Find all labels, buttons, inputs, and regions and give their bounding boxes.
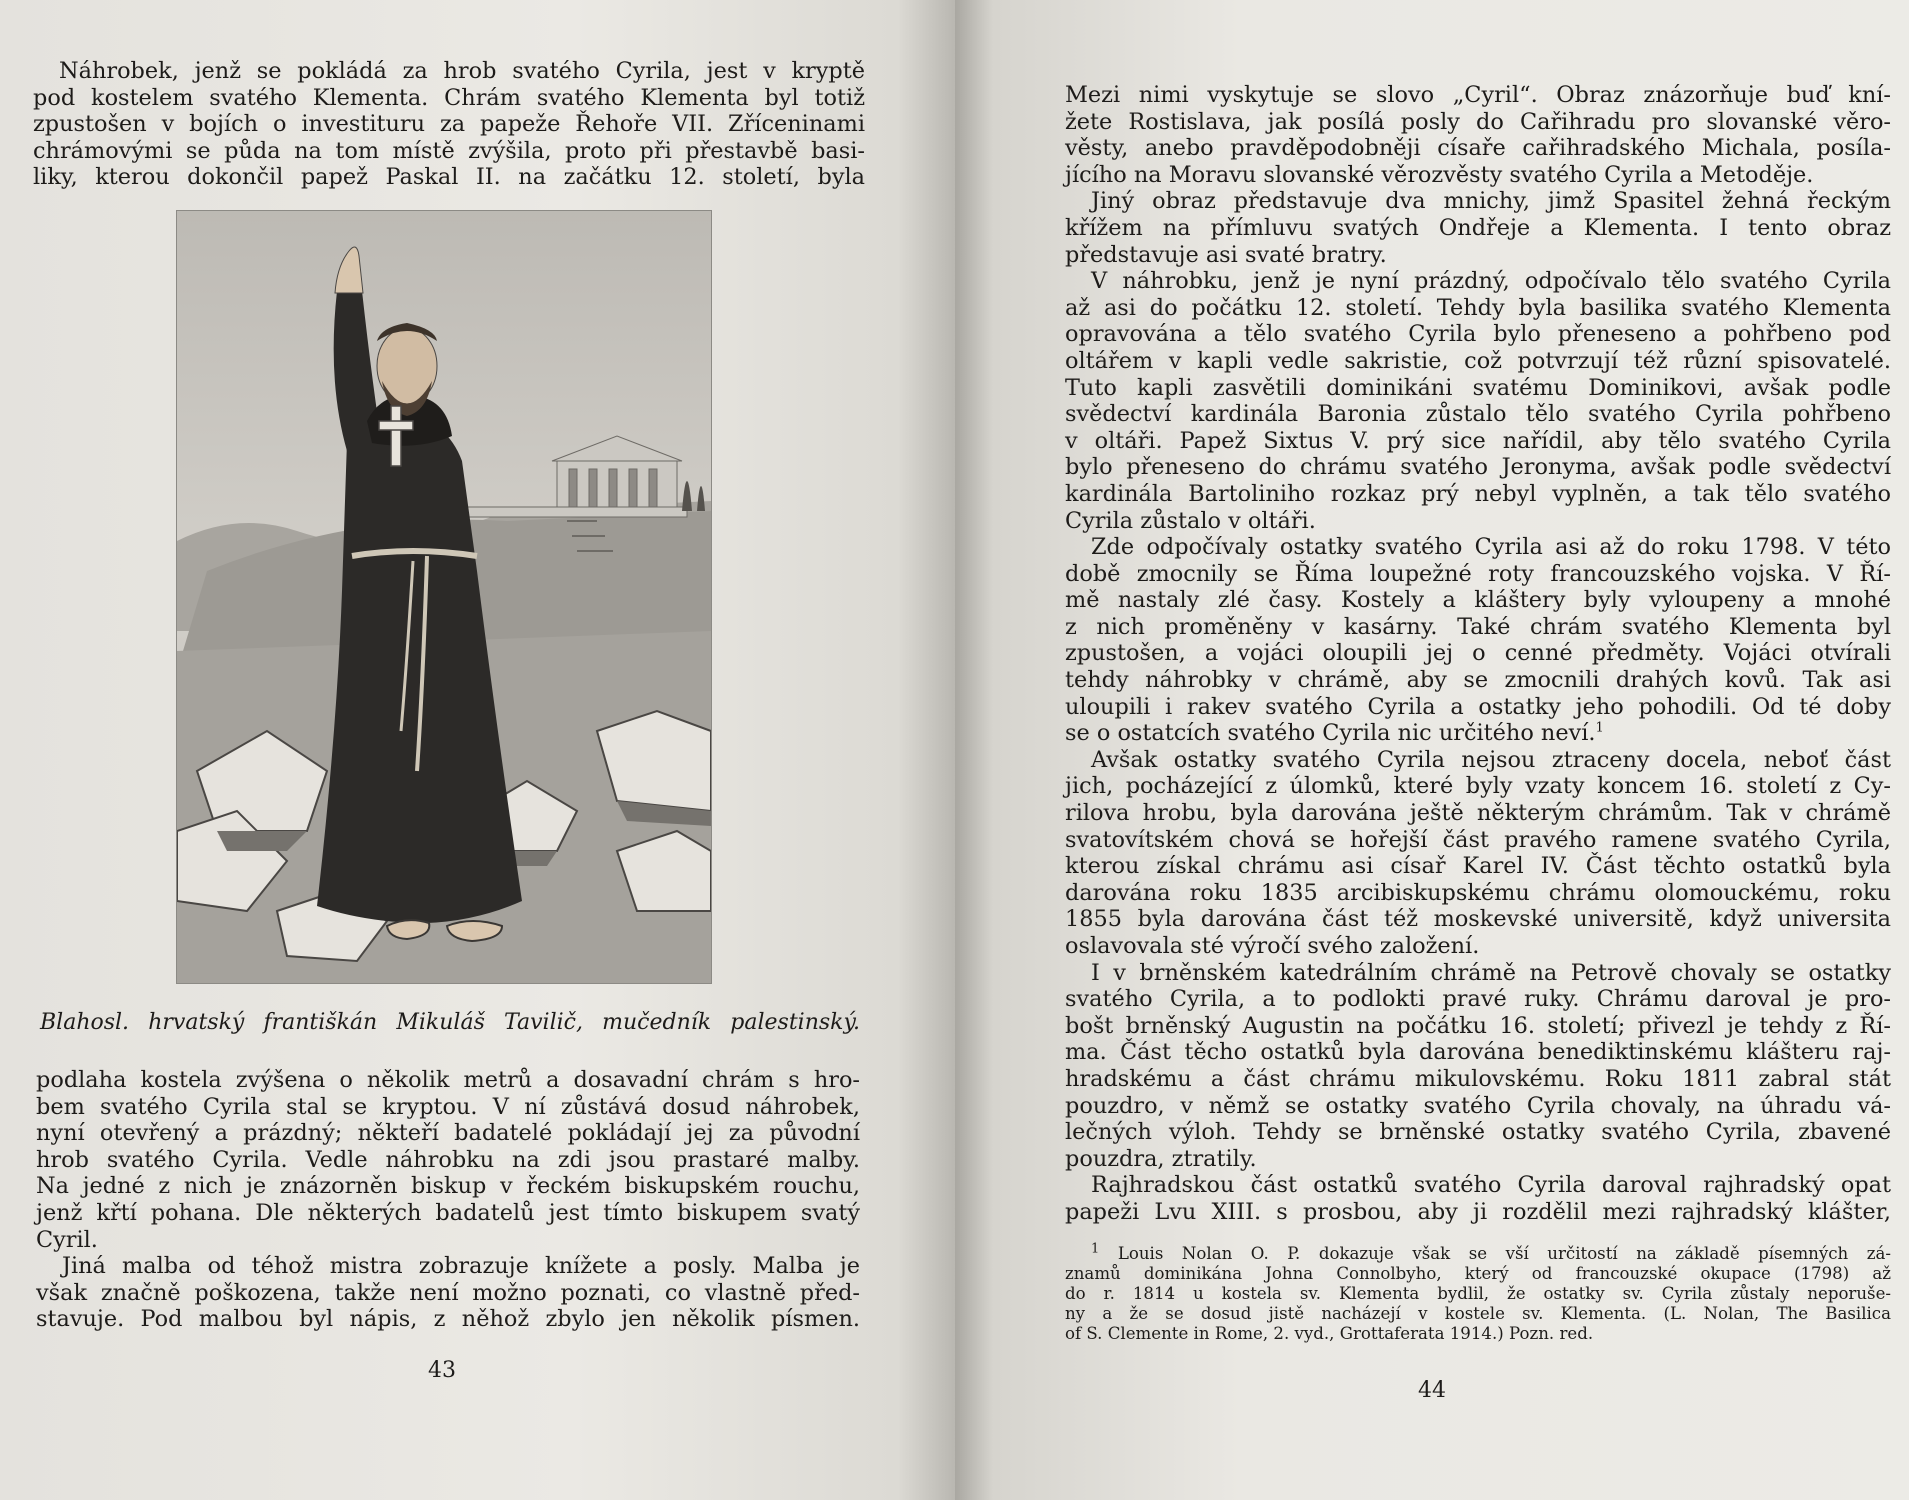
- footnote-line: do r. 1814 u kostela sv. Klementa bydlil, že ostatky sv. Cyrila zůstaly neporuše-: [1065, 1284, 1891, 1303]
- text-line: Cyril.: [36, 1226, 98, 1253]
- text-line: Cyrila zůstalo v oltáři.: [1065, 507, 1316, 534]
- text-line: Tuto kapli zasvětili dominikáni svatému Dominikovi, avšak podle: [1065, 374, 1891, 401]
- text-line: žete Rostislava, jak posílá posly do Cařihradu pro slovanské věro-: [1065, 108, 1891, 135]
- friar-painting-image: [177, 211, 711, 983]
- text-line: svatého Cyrila, a to podlokti pravé ruky. Chrámu daroval je pro-: [1065, 986, 1891, 1013]
- text-line: době zmocnily se Říma loupežné roty francouzského vojska. V Ří-: [1065, 560, 1891, 587]
- text-line: podlaha kostela zvýšena o několik metrů a dosavadní chrám s hro-: [36, 1067, 860, 1093]
- footnote-line: ny a že se dosud jistě nacházejí v kostele sv. Klementa. (L. Nolan, The Basilica: [1065, 1304, 1891, 1323]
- text-line: však značně poškozena, takže není možno poznati, co vlastně před-: [36, 1279, 860, 1306]
- text-line: papeži Lvu XIII. s prosbou, aby ji rozdělil mezi rajhradský klášter,: [1065, 1198, 1891, 1225]
- footnote-marker: 1: [1091, 1241, 1100, 1257]
- text-line: představuje asi svaté bratry.: [1065, 241, 1387, 268]
- text-line: liky, kterou dokončil papež Paskal II. na začátku 12. století, byla: [33, 164, 865, 191]
- footnote-reference[interactable]: 1: [1595, 720, 1604, 736]
- text-line: rilova hrobu, byla darována ještě některým chrámům. Tak v chrámě: [1065, 800, 1891, 827]
- text-line: svatovítském chová se hořejší část pravého ramene svatého Cyrila,: [1065, 826, 1891, 853]
- text-line: věsty, anebo pravděpodobněji císaře cařihradského Michala, posíla-: [1065, 135, 1891, 162]
- page-number: 44: [1418, 1378, 1446, 1403]
- text-line: I v brněnském katedrálním chrámě na Petrově chovaly se ostatky: [1091, 959, 1891, 986]
- text-line: Jiný obraz představuje dva mnichy, jimž Spasitel žehná řeckým: [1091, 188, 1891, 215]
- text-line: pouzdra, ztratily.: [1065, 1145, 1257, 1172]
- text-line: až asi do počátku 12. století. Tehdy byla basilika svatého Klementa: [1065, 294, 1891, 321]
- text-line: jich, pocházející z úlomků, které byly vzaty koncem 16. století z Cy-: [1065, 773, 1891, 800]
- text-line: bylo přeneseno do chrámu svatého Jeronyma, avšak podle svědectví: [1065, 454, 1891, 481]
- text-line: pod kostelem svatého Klementa. Chrám svatého Klementa byl totiž: [33, 84, 865, 111]
- text-line: ma. Část těcho ostatků byla darována benediktinskému klášteru raj-: [1065, 1039, 1891, 1066]
- text-line: oltářem v kapli vedle sakristie, což potvrzují též různí spisovatelé.: [1065, 347, 1891, 374]
- text-line: tehdy náhrobky v chrámě, aby se zmocnili drahých kovů. Tak asi: [1065, 667, 1891, 694]
- text-line: Zde odpočívaly ostatky svatého Cyrila asi až do roku 1798. V této: [1091, 534, 1891, 561]
- text-line: [1065, 720, 1891, 747]
- text-line: chrámovými se půda na tom místě zvýšila, proto při přestavbě basi-: [33, 137, 865, 164]
- text-line: uloupili i rakev svatého Cyrila a ostatky jeho pohodili. Od té doby: [1065, 693, 1891, 720]
- text-line: kterou získal chrámu asi císař Karel IV. Část těchto ostatků byla: [1065, 853, 1891, 880]
- footnote: [1065, 1241, 1892, 1344]
- text-line: hrob svatého Cyrila. Vedle náhrobku na zdi jsou prastaré malby.: [36, 1146, 860, 1173]
- text-line: Mezi nimi vyskytuje se slovo „Cyril“. Obraz znázorňuje buď kní-: [1065, 82, 1891, 108]
- friar-illustration: [176, 210, 712, 984]
- text-line: V náhrobku, jenž je nyní prázdný, odpočívalo tělo svatého Cyrila: [1091, 268, 1891, 295]
- text-line: Avšak ostatky svatého Cyrila nejsou ztraceny docela, neboť část: [1091, 746, 1891, 773]
- text-line: bošt brněnský Augustin na počátku 16. století; přivezl je tehdy z Ří-: [1065, 1012, 1891, 1039]
- text-line: Na jedné z nich je znázorněn biskup v řeckém biskupském rouchu,: [36, 1173, 860, 1200]
- text-line: Náhrobek, jenž se pokládá za hrob svatého Cyrila, jest v kryptě: [59, 58, 865, 84]
- footnote-line: [1065, 1241, 1892, 1264]
- text-line-content: se o ostatcích svatého Cyrila nic určitého neví.: [1065, 720, 1596, 747]
- text-line: křížem na přímluvu svatých Ondřeje a Klementa. I tento obraz: [1065, 214, 1891, 241]
- text-line: nyní otevřený a prázdný; někteří badatelé pokládají jej za původní: [36, 1120, 860, 1147]
- footnote-line-content: Louis Nolan O. P. dokazuje však se vší určitostí na základě písemných zá-: [1117, 1244, 1892, 1263]
- text-line: kardinála Bartoliniho rozkaz prý nebyl vyplněn, a tak tělo svatého: [1065, 480, 1891, 507]
- text-line: v oltáři. Papež Sixtus V. prý sice nařídil, aby tělo svatého Cyrila: [1065, 427, 1891, 454]
- left-bottom-text: [36, 1067, 860, 1333]
- text-line: opravována a tělo svatého Cyrila bylo přeneseno a pohřbeno pod: [1065, 321, 1891, 348]
- text-line: 1855 byla darována část též moskevské universitě, když universita: [1065, 906, 1891, 933]
- figure-caption: Blahosl. hrvatský františkán Mikuláš Tavilič, mučedník palestinský.: [40, 1010, 860, 1035]
- footnote-line: znamů dominikána Johna Connolbyho, který od francouzské okupace (1798) až: [1065, 1264, 1891, 1283]
- text-line: mě nastaly zlé časy. Kostely a kláštery byly vyloupeny a mnohé: [1065, 587, 1891, 614]
- text-line: darována roku 1835 arcibiskupskému chrámu olomouckému, roku: [1065, 879, 1891, 906]
- text-line: oslavovala sté výročí svého založení.: [1065, 933, 1480, 959]
- text-line: zpustošen v bojích o investituru za papeže Řehoře VII. Zříceninami: [33, 111, 865, 138]
- text-line: hradskému a část chrámu mikulovskému. Roku 1811 zabral stát: [1065, 1065, 1891, 1092]
- text-line: jícího na Moravu slovanské věrozvěsty svatého Cyrila a Metoděje.: [1065, 161, 1814, 188]
- text-line: lečných výloh. Tehdy se brněnské ostatky svatého Cyrila, zbavené: [1065, 1119, 1891, 1146]
- text-line: jenž křtí pohana. Dle některých badatelů jest tímto biskupem svatý: [36, 1199, 860, 1226]
- text-line: stavuje. Pod malbou byl nápis, z něhož zbylo jen několik písmen.: [36, 1306, 860, 1333]
- text-line: pouzdro, v němž se ostatky svatého Cyrila chovaly, na úhradu vá-: [1065, 1092, 1891, 1119]
- right-main-text: [1065, 82, 1891, 1226]
- right-page: [955, 0, 1909, 1500]
- text-line: Jiná malba od téhož mistra zobrazuje knížete a posly. Malba je: [62, 1253, 860, 1280]
- text-line: zpustošen, a vojáci oloupili jej o cenné předměty. Vojáci otvírali: [1065, 640, 1891, 667]
- text-line: bem svatého Cyrila stal se kryptou. V ní zůstává dosud náhrobek,: [36, 1093, 860, 1120]
- page-number: 43: [428, 1358, 456, 1383]
- footnote-line: of S. Clemente in Rome, 2. vyd., Grottaferata 1914.) Pozn. red.: [1065, 1324, 1594, 1343]
- text-line: svědectví kardinála Baronia zůstalo tělo svatého Cyrila pohřbeno: [1065, 401, 1891, 428]
- text-line: Rajhradskou část ostatků svatého Cyrila daroval rajhradský opat: [1091, 1172, 1891, 1199]
- text-line: z nich proměněny v kasárny. Také chrám svatého Klementa byl: [1065, 613, 1891, 640]
- left-top-paragraph: [33, 58, 865, 191]
